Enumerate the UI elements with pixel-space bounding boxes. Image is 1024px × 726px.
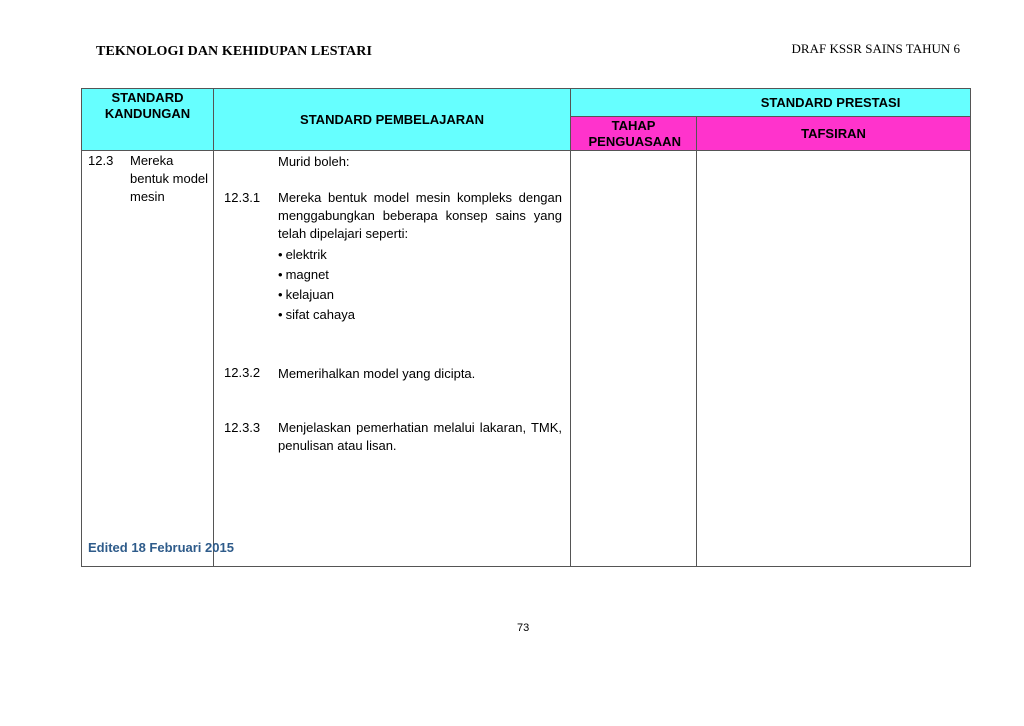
standards-table: [81, 88, 971, 567]
kandungan-number: 12.3: [88, 153, 114, 168]
bullet-item: • magnet: [278, 265, 355, 285]
header-tafsiran: [697, 117, 971, 151]
standard-pembelajaran-cell: [214, 151, 571, 567]
header-standard-prestasi: [571, 89, 971, 117]
item-code-12-3-1: 12.3.1: [224, 190, 261, 205]
header-tahap-penguasaan-label: TAHAP PENGUASAAN: [588, 117, 681, 149]
document-header-title: TEKNOLOGI DAN KEHIDUPAN LESTARI: [96, 44, 373, 59]
kandungan-text: Mereka bentuk model mesin: [130, 153, 209, 204]
tafsiran-cell: [697, 151, 971, 567]
header-tahap-penguasaan: [571, 117, 697, 151]
bullet-item: • elektrik: [278, 245, 355, 265]
header-standard-prestasi-label: STANDARD PRESTASI: [760, 95, 901, 110]
page-number: 73: [517, 622, 530, 634]
tahap-penguasaan-cell: [571, 151, 697, 567]
item-text-12-3-1: Mereka bentuk model mesin kompleks dengan menggabungkan beberapa konsep sains yang telah dipelajari seperti:: [278, 190, 562, 241]
document-header-draft: DRAF KSSR SAINS TAHUN 6: [791, 41, 960, 56]
item-code-12-3-2: 12.3.2: [224, 365, 261, 380]
header-standard-pembelajaran-label: STANDARD PEMBELAJARAN: [300, 112, 484, 127]
item-text-12-3-3: Menjelaskan pemerhatian melalui lakaran, TMK, penulisan atau lisan.: [278, 420, 562, 453]
bullet-item: • kelajuan: [278, 285, 355, 305]
header-standard-kandungan: [82, 89, 214, 151]
standard-kandungan-cell: [82, 151, 214, 567]
concept-bullet-list: [278, 245, 355, 325]
header-tafsiran-label: TAFSIRAN: [801, 126, 866, 141]
item-text-12-3-2: Memerihalkan model yang dicipta.: [278, 366, 476, 381]
edited-date-note: Edited 18 Februari 2015: [88, 540, 234, 555]
bullet-item: • sifat cahaya: [278, 305, 355, 325]
item-code-12-3-3: 12.3.3: [224, 420, 261, 435]
pembelajaran-intro: Murid boleh:: [278, 154, 350, 169]
header-standard-kandungan-label: STANDARD KANDUNGAN: [104, 90, 191, 121]
header-standard-pembelajaran: [214, 89, 571, 151]
